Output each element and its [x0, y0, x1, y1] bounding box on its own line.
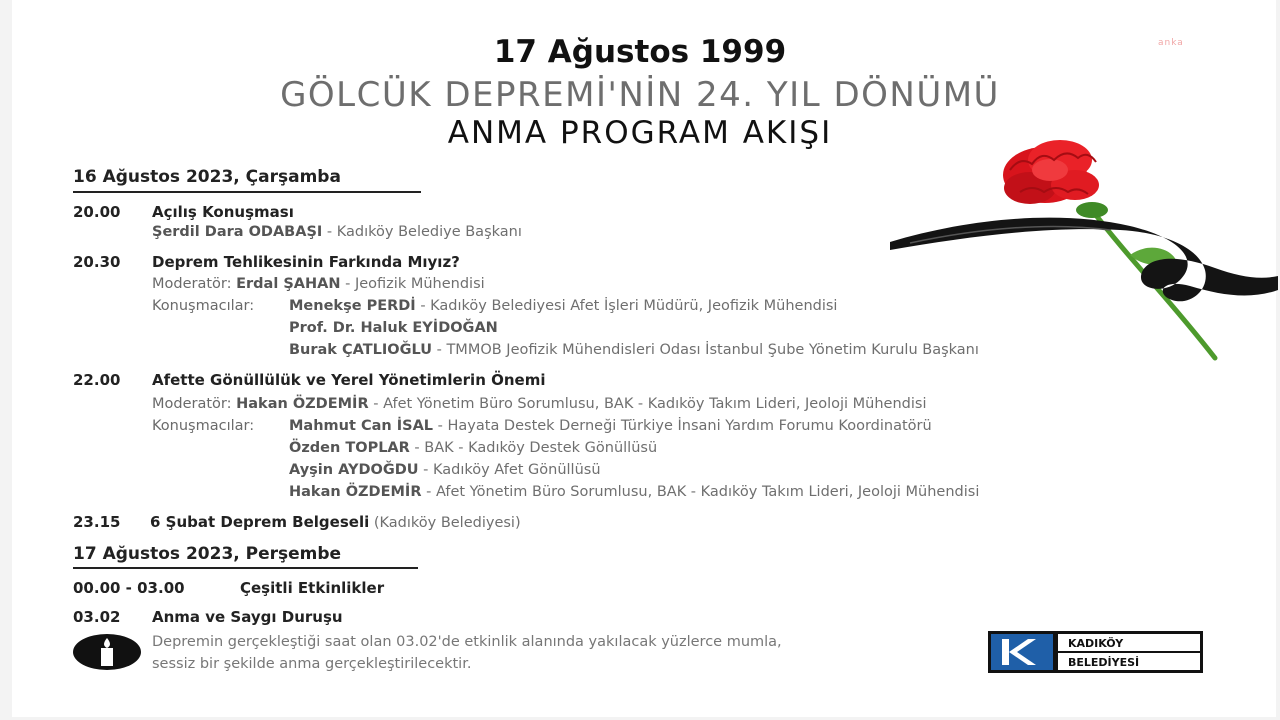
watermark: anka	[1158, 38, 1184, 48]
speaker-name: Menekşe PERDİ	[289, 298, 416, 314]
moderator-line	[152, 396, 927, 412]
event-time: 20.00	[73, 203, 121, 221]
event-title: Anma ve Saygı Duruşu	[152, 608, 343, 626]
event-title: Çeşitli Etkinlikler	[240, 579, 385, 597]
event-time: 03.02	[73, 608, 121, 626]
speaker-desc: - Kadıköy Belediye Başkanı	[322, 224, 522, 240]
event-title-line	[150, 513, 521, 531]
candle-icon	[73, 634, 141, 670]
speaker-name: Hakan ÖZDEMİR	[289, 484, 422, 500]
moderator-label: Moderatör:	[152, 396, 237, 412]
speaker-desc: - Hayata Destek Derneği Türkiye İnsani Yardım Forumu Koordinatörü	[433, 418, 932, 434]
speaker-name: Burak ÇATLIOĞLU	[289, 342, 432, 358]
logo-line1: KADIKÖY	[1068, 637, 1124, 650]
event-title: Afette Gönüllülük ve Yerel Yönetimlerin Önemi	[152, 371, 546, 389]
logo-line2: BELEDİYESİ	[1068, 656, 1140, 669]
speaker-name: Şerdil Dara ODABAŞI	[152, 224, 323, 240]
speaker-name: Prof. Dr. Haluk EYİDOĞAN	[289, 320, 498, 336]
day1-underline	[73, 191, 421, 193]
speaker-line	[289, 462, 601, 478]
speaker-line	[289, 418, 932, 434]
speaker-line	[152, 224, 522, 240]
speaker-line	[289, 320, 498, 336]
moderator-label: Moderatör:	[152, 276, 237, 292]
header-date: 17 Ağustos 1999	[493, 34, 787, 70]
speakers-label: Konuşmacılar:	[152, 298, 255, 314]
closing-note-line: Depremin gerçekleştiği saat olan 03.02'de etkinlik alanında yakılacak yüzlerce mumla,	[152, 634, 782, 650]
event-title: Açılış Konuşması	[152, 203, 294, 221]
event-time: 00.00 - 03.00	[73, 579, 185, 597]
day1-heading: 16 Ağustos 2023, Çarşamba	[73, 167, 341, 187]
kadikoy-belediyesi-logo	[988, 631, 1203, 673]
speaker-desc: - Afet Yönetim Büro Sorumlusu, BAK - Kadıköy Takım Lideri, Jeoloji Mühendisi	[421, 484, 980, 500]
event-time: 20.30	[73, 253, 121, 271]
header-title: GÖLCÜK DEPREMİ'NİN 24. YIL DÖNÜMÜ	[280, 75, 1000, 115]
speaker-desc: - Kadıköy Belediyesi Afet İşleri Müdürü, Jeofizik Mühendisi	[415, 298, 838, 314]
rose-ribbon-illustration	[880, 130, 1280, 370]
moderator-name: Erdal ŞAHAN	[236, 276, 341, 292]
speaker-name: Özden TOPLAR	[289, 440, 410, 456]
speakers-label: Konuşmacılar:	[152, 418, 255, 434]
moderator-name: Hakan ÖZDEMİR	[236, 396, 369, 412]
moderator-desc: - Jeofizik Mühendisi	[340, 276, 485, 292]
day2-underline	[73, 567, 418, 569]
moderator-desc: - Afet Yönetim Büro Sorumlusu, BAK - Kadıköy Takım Lideri, Jeoloji Mühendisi	[368, 396, 927, 412]
speaker-line	[289, 342, 979, 358]
closing-note-line: sessiz bir şekilde anma gerçekleştirilecektir.	[152, 656, 472, 672]
speaker-line	[289, 440, 657, 456]
speaker-line	[289, 484, 979, 500]
rose-flower	[1003, 140, 1099, 204]
speaker-line	[289, 298, 837, 314]
event-title: Deprem Tehlikesinin Farkında Mıyız?	[152, 253, 460, 271]
event-note: (Kadıköy Belediyesi)	[369, 515, 521, 531]
speaker-desc: - TMMOB Jeofizik Mühendisleri Odası İstanbul Şube Yönetim Kurulu Başkanı	[432, 342, 979, 358]
event-time: 22.00	[73, 371, 121, 389]
event-title: 6 Şubat Deprem Belgeseli	[150, 513, 370, 531]
rose-sepal	[1076, 202, 1108, 218]
speaker-name: Ayşin AYDOĞDU	[289, 462, 419, 478]
black-ribbon	[890, 218, 1278, 302]
event-time: 23.15	[73, 513, 121, 531]
speaker-desc: - BAK - Kadıköy Destek Gönüllüsü	[409, 440, 658, 456]
speaker-desc: - Kadıköy Afet Gönüllüsü	[418, 462, 601, 478]
header-subtitle: ANMA PROGRAM AKIŞI	[447, 115, 833, 151]
closing-note	[152, 631, 782, 675]
day2-heading: 17 Ağustos 2023, Perşembe	[73, 544, 342, 564]
moderator-line	[152, 276, 485, 292]
speaker-name: Mahmut Can İSAL	[289, 418, 434, 434]
